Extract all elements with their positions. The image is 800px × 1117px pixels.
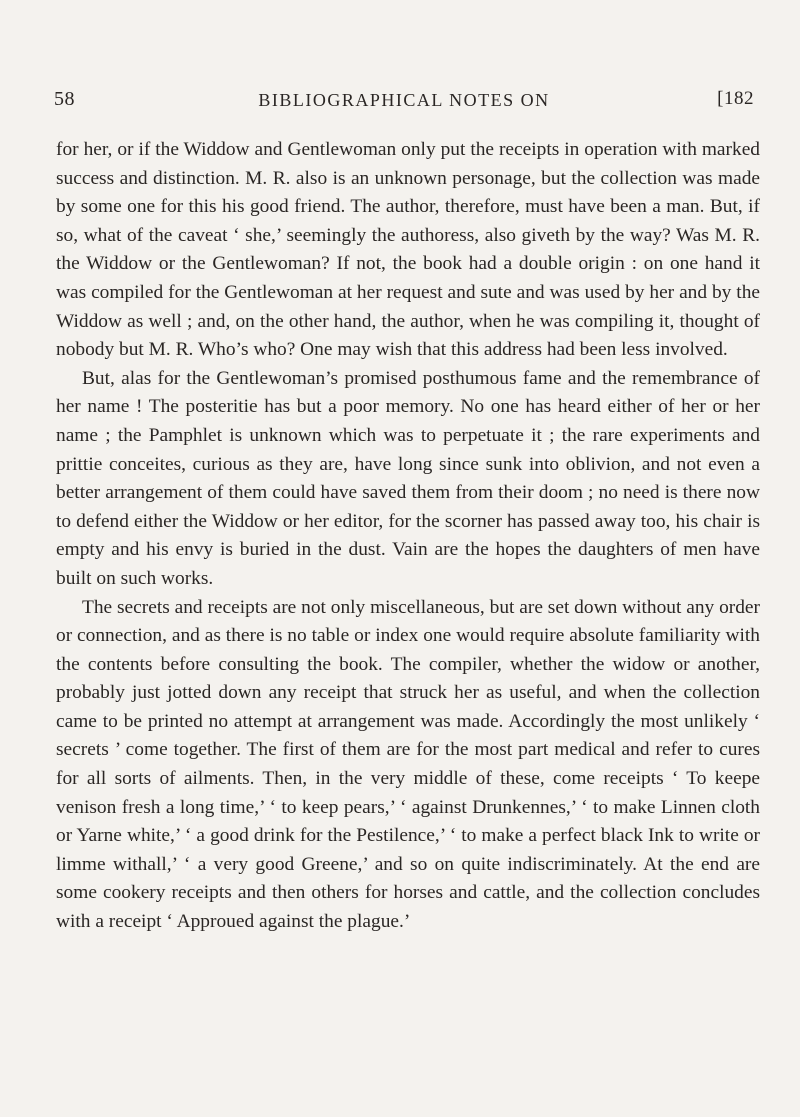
running-title: BIBLIOGRAPHICAL NOTES ON — [258, 90, 550, 110]
page-number: 58 — [54, 88, 75, 110]
running-header — [54, 88, 754, 116]
paragraph: for her, or if the Widdow and Gentlewoman only put the receipts in operation with marked success and distinction. M. R. also is an unknown personage, but the collection was made by some one for this his good friend. The author, therefore, must have been a man. But, if so, what of the caveat ‘ she,’ seemingly the authoress, also giveth by the way? Was M. R. the Widdow or the Gentlewoman? If not, the book had a double origin : on one hand it was compiled for the Gentlewoman at her request and sute and was used by her and by the Widdow as well ; and, on the other hand, the author, when he was compiling it, thought of nobody but M. R. Who’s who? One may wish that this address had been less involved. — [56, 139, 760, 361]
body-text — [56, 136, 760, 937]
paragraph: The secrets and receipts are not only miscellaneous, but are set down without any order or connection, and as there is no table or index one would require absolute familiarity with the contents before consulting the book. The compiler, whether the widow or another, probably just jotted down any receipt that struck her as useful, and when the collection came to be printed no attempt at arrangement was made. Accordingly the most unlikely ‘ secrets ’ come together. The first of them are for the most part medical and refer to cures for all sorts of ailments. Then, in the very middle of these, come receipts ‘ To keepe venison fresh a long time,’ ‘ to keep pears,’ ‘ against Drunkennes,’ ‘ to make Linnen cloth or Yarne white,’ ‘ a good drink for the Pestilence,’ ‘ to make a perfect black Ink to write or limme withall,’ ‘ a very good Greene,’ and so on quite indiscriminately. At the end are some cookery receipts and then others for horses and cattle, and the collection concludes with a receipt ‘ Approued against the plague.’ — [56, 596, 760, 933]
paragraph: But, alas for the Gentlewoman’s promised posthumous fame and the remembrance of her name ! The posteritie has but a poor memory. No one has heard either of her or her name ; the Pamphlet is unknown which was to perpetuate it ; the rare experiments and prittie conceites, curious as they are, have long since sunk into oblivion, and not even a better arrangement of them could have saved them from their doom ; no need is there now to defend either the Widdow or her editor, for the scorner has passed away too, his chair is empty and his envy is buried in the dust. Vain are the hopes the daughters of men have built on such works. — [56, 367, 760, 589]
section-reference: [182 — [717, 88, 754, 109]
